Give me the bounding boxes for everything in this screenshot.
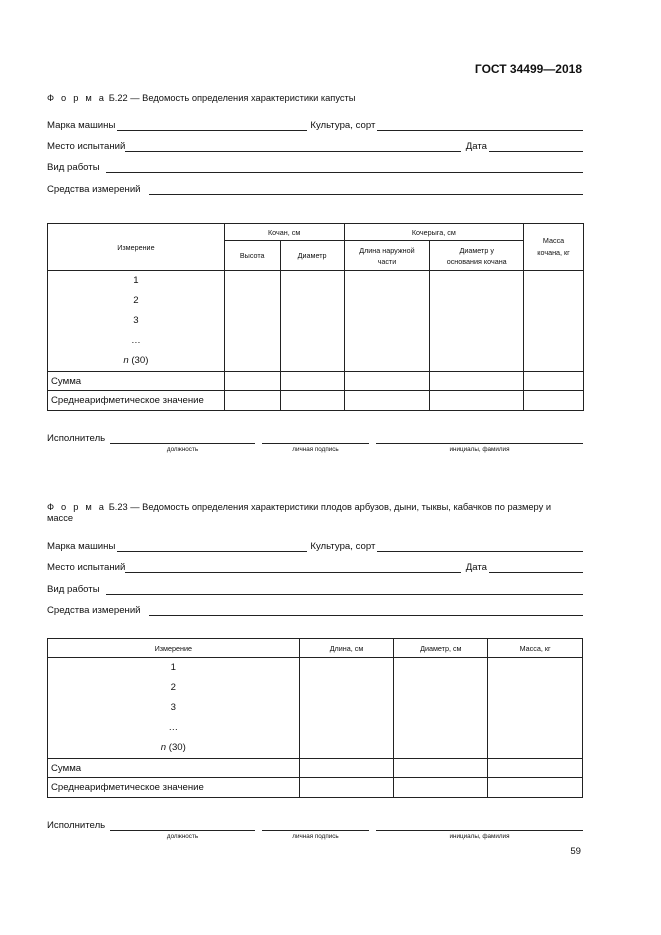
- height-data-cell[interactable]: [224, 271, 280, 372]
- form-b23-table: [47, 638, 583, 798]
- table-row-label: 3: [170, 702, 176, 713]
- mass-data-cell[interactable]: [524, 271, 584, 372]
- mass-header-line1: Масса: [542, 236, 565, 245]
- form-b23-instruments-row: [47, 604, 583, 616]
- sum-cell[interactable]: [224, 372, 280, 391]
- signature-field[interactable]: [262, 830, 369, 831]
- form-b23-machine-row: [47, 540, 583, 552]
- position-caption: должность: [166, 446, 199, 453]
- place-field[interactable]: [125, 563, 460, 573]
- base-diameter-line2: основания кочана: [446, 256, 507, 266]
- mean-cell[interactable]: [280, 391, 344, 411]
- form-b23-title: [47, 502, 584, 524]
- mean-row-label: Среднеарифметическое значение: [48, 391, 225, 411]
- form-title-text: Б.22 — Ведомость определения характеристики капусты: [106, 93, 356, 103]
- col-measurement-header: Измерение: [48, 639, 300, 658]
- executor-label: Исполнитель: [47, 433, 106, 444]
- date-label: Дата: [465, 141, 487, 152]
- base-diameter-data-cell[interactable]: [430, 271, 524, 372]
- n-count: (30): [166, 742, 186, 753]
- n-variable: n: [123, 355, 129, 366]
- mean-cell[interactable]: [224, 391, 280, 411]
- place-label: Место испытаний: [47, 562, 126, 573]
- measurement-index-cell: [48, 271, 225, 372]
- outer-length-data-cell[interactable]: [344, 271, 430, 372]
- col-length-header: Длина, см: [299, 639, 394, 658]
- culture-field[interactable]: [377, 542, 583, 552]
- sum-row-label: Сумма: [48, 372, 225, 391]
- outer-length-line1: Длина наружной: [359, 245, 415, 255]
- mass-header-line2: кочана, кг: [537, 248, 570, 257]
- sum-cell[interactable]: [280, 372, 344, 391]
- mean-row-label: Среднеарифметическое значение: [48, 778, 300, 798]
- sum-row-label: Сумма: [48, 759, 300, 778]
- form-b23-place-row: [47, 561, 583, 573]
- sum-cell[interactable]: [344, 372, 430, 391]
- form-b22-instruments-row: [47, 183, 583, 195]
- position-field[interactable]: [110, 830, 255, 831]
- form-b22-work-row: [47, 161, 583, 173]
- form-b22-title: [47, 93, 355, 104]
- sum-cell[interactable]: [299, 759, 394, 778]
- form-title-text-line2: массе: [47, 513, 74, 523]
- col-height-header: Высота: [224, 241, 280, 271]
- signature-caption: личная подпись: [292, 833, 339, 840]
- diameter-data-cell[interactable]: [394, 658, 488, 759]
- table-row-label: 2: [133, 295, 139, 306]
- culture-field[interactable]: [377, 121, 583, 131]
- mean-cell[interactable]: [524, 391, 584, 411]
- page-number: 59: [570, 846, 581, 857]
- signature-caption: личная подпись: [292, 446, 339, 453]
- instruments-field[interactable]: [149, 185, 583, 195]
- work-label: Вид работы: [47, 162, 100, 173]
- position-caption: должность: [166, 833, 199, 840]
- instruments-field[interactable]: [149, 606, 583, 616]
- measurement-index-cell: [48, 658, 300, 759]
- date-label: Дата: [465, 562, 487, 573]
- form-b23-signature: [47, 820, 583, 842]
- name-field[interactable]: [376, 830, 583, 831]
- mass-data-cell[interactable]: [488, 658, 583, 759]
- outer-length-line2: части: [377, 256, 397, 266]
- document-standard-header: ГОСТ 34499—2018: [474, 62, 582, 76]
- form-b22-table: [47, 223, 584, 411]
- form-title-prefix: Ф о р м а: [47, 93, 107, 103]
- col-diameter-header: Диаметр, см: [394, 639, 488, 658]
- signature-field[interactable]: [262, 443, 369, 444]
- date-field[interactable]: [489, 142, 583, 152]
- col-outer-length-header: [344, 241, 430, 271]
- col-mass-header: [524, 224, 584, 271]
- mean-cell[interactable]: [299, 778, 394, 798]
- form-b22-place-row: [47, 140, 583, 152]
- name-field[interactable]: [376, 443, 583, 444]
- executor-label: Исполнитель: [47, 820, 106, 831]
- sum-cell[interactable]: [394, 759, 488, 778]
- place-field[interactable]: [125, 142, 460, 152]
- sum-cell[interactable]: [488, 759, 583, 778]
- date-field[interactable]: [489, 563, 583, 573]
- col-kocheryga-header: Кочерыга, см: [344, 224, 524, 241]
- col-base-diameter-header: [430, 241, 524, 271]
- mean-cell[interactable]: [344, 391, 430, 411]
- culture-label: Культура, сорт: [310, 541, 376, 552]
- table-row-label-n: [48, 351, 224, 371]
- base-diameter-line1: Диаметр у: [459, 245, 494, 255]
- work-label: Вид работы: [47, 584, 100, 595]
- sum-cell[interactable]: [430, 372, 524, 391]
- sum-cell[interactable]: [524, 372, 584, 391]
- col-diameter-header: Диаметр: [280, 241, 344, 271]
- instruments-label: Средства измерений: [47, 605, 141, 616]
- name-caption: инициалы, фамилия: [449, 833, 510, 840]
- table-row-label: 3: [133, 315, 139, 326]
- table-row-label: 1: [170, 662, 176, 673]
- form-b22-signature: [47, 433, 583, 455]
- work-field[interactable]: [106, 163, 583, 173]
- n-count: (30): [128, 355, 149, 366]
- position-field[interactable]: [110, 443, 255, 444]
- machine-field[interactable]: [117, 542, 307, 552]
- name-caption: инициалы, фамилия: [449, 446, 510, 453]
- form-title-prefix: Ф о р м а: [47, 502, 107, 512]
- machine-label: Марка машины: [47, 120, 116, 131]
- table-row-label: …: [131, 335, 141, 346]
- col-mass-header: Масса, кг: [488, 639, 583, 658]
- mean-cell[interactable]: [394, 778, 488, 798]
- col-measurement-header: Измерение: [48, 224, 225, 271]
- work-field[interactable]: [106, 585, 583, 595]
- mean-cell[interactable]: [430, 391, 524, 411]
- table-row-label: 2: [170, 682, 176, 693]
- n-variable: n: [160, 742, 167, 753]
- culture-label: Культура, сорт: [310, 120, 376, 131]
- machine-label: Марка машины: [47, 541, 116, 552]
- machine-field[interactable]: [117, 121, 307, 131]
- table-row-label-n: [48, 738, 299, 758]
- form-title-text: Б.23 — Ведомость определения характеристики плодов арбузов, дыни, тыквы, кабачков по размеру и: [106, 502, 552, 512]
- length-data-cell[interactable]: [299, 658, 394, 759]
- instruments-label: Средства измерений: [47, 184, 141, 195]
- table-row-label: …: [168, 722, 179, 733]
- mean-cell[interactable]: [488, 778, 583, 798]
- place-label: Место испытаний: [47, 141, 126, 152]
- form-b23-work-row: [47, 583, 583, 595]
- table-row-label: 1: [133, 275, 139, 286]
- diameter-data-cell[interactable]: [280, 271, 344, 372]
- form-b22-machine-row: [47, 119, 583, 131]
- col-kochan-header: Кочан, см: [224, 224, 344, 241]
